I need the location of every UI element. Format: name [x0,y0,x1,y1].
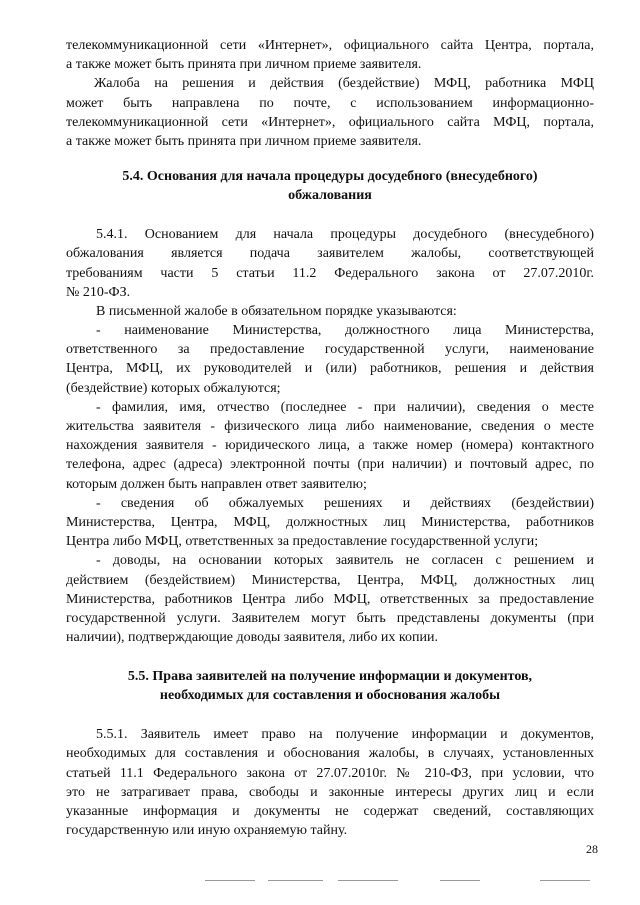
section-heading-5-4-line-1: 5.4. Основания для начала процедуры досудебного (внесудебного) [122,169,538,185]
text-line: государственную или иную охраняемую тайну. [66,823,348,839]
text-line: действием (бездействием) Министерства, Центра, МФЦ, должностных лиц [66,572,594,588]
text-line: телефона, адрес (адреса) электронной почты (при наличии) и почтовый адрес, по [66,457,594,473]
text-line: наличии), подтверждающие доводы заявителя, либо их копии. [66,630,438,646]
text-line: необходимых для составления и обоснования жалобы, в случаях, установленных [66,746,594,762]
text-line: телекоммуникационной сети «Интернет», официального сайта МФЦ, портала, [66,114,594,130]
text-line: ответственного за предоставление государственной услуги, наименование [66,342,594,358]
section-heading-5-5-line-2: необходимых для составления и обоснования жалобы [159,688,501,704]
text-line: это не затрагивает права, свободы и законные интересы других лиц и если [66,784,594,800]
text-line: а также может быть принята при личном приеме заявителя. [66,57,422,73]
text-line: - доводы, на основании которых заявитель не согласен с решением и [96,553,594,569]
text-line: - сведения об обжалуемых решениях и действиях (бездействии) [96,495,594,511]
text-line: жительства заявителя - физического лица либо наименование, сведения о месте [66,419,594,434]
text-line: указанные информация и документы не содержат сведений, составляющих [66,804,594,819]
text-line: Министерства, Центра, МФЦ, должностных лиц Министерства, работников [66,514,594,530]
text-line: № 210-ФЗ. [66,284,131,300]
text-line: (бездействие) которых обжалуются; [66,380,281,396]
text-line: - фамилия, имя, отчество (последнее - при наличии), сведения о месте [96,399,594,415]
text-line: Центра, МФЦ, их руководителей и (или) работников, решения и действия [66,361,594,377]
text-line: обжалования является подача заявителем жалобы, соответствующей [66,246,594,262]
text-line: а также может быть принята при личном приеме заявителя. [66,133,422,149]
text-line: В письменной жалобе в обязательном порядке указываются: [96,303,457,319]
text-line: которым должен быть направлен ответ заявителю; [66,476,367,492]
text-line: государственной услуги. Заявителем могут быть представлены документы (при [66,610,594,626]
document-page [66,36,594,840]
text-line: - наименование Министерства, должностного лица Министерства, [96,323,594,339]
section-heading-5-4-line-2: обжалования [288,188,372,204]
section-heading-5-5-line-1: 5.5. Права заявителей на получение информации и документов, [127,669,533,685]
text-line: телекоммуникационной сети «Интернет», официального сайта Центра, портала, [66,38,594,53]
scan-artifact-line [338,880,398,881]
text-line: Центра либо МФЦ, ответственных за предоставление государственной услуги; [66,534,539,550]
scan-artifact-line [205,880,255,881]
section-5-5-body [66,725,594,840]
text-line: Жалоба на решения и действия (бездействие) МФЦ, работника МФЦ [94,76,594,92]
text-line: 5.5.1. Заявитель имеет право на получение информации и документов, [96,727,594,743]
section-5-4-body [66,225,594,647]
scan-artifact-line [268,880,323,881]
scan-artifact-line [440,880,480,881]
text-line: может быть направлена по почте, с использованием информационно- [66,95,594,111]
scan-artifact-line [540,880,590,881]
text-line: 5.4.1. Основанием для начала процедуры досудебного (внесудебного) [96,227,594,243]
page-number: 28 [586,842,598,856]
text-line: нахождения заявителя - юридического лица, а также номер (номера) контактного [66,438,594,454]
text-line: требованиям части 5 статьи 11.2 Федерального закона от 27.07.2010г. [66,265,594,281]
text-line: Министерства, работников Центра либо МФЦ, ответственных за предоставление [66,591,594,607]
text-line: статьей 11.1 Федерального закона от 27.07.2010г. № 210-ФЗ, при условии, что [66,765,594,781]
intro-paragraphs [66,36,594,151]
